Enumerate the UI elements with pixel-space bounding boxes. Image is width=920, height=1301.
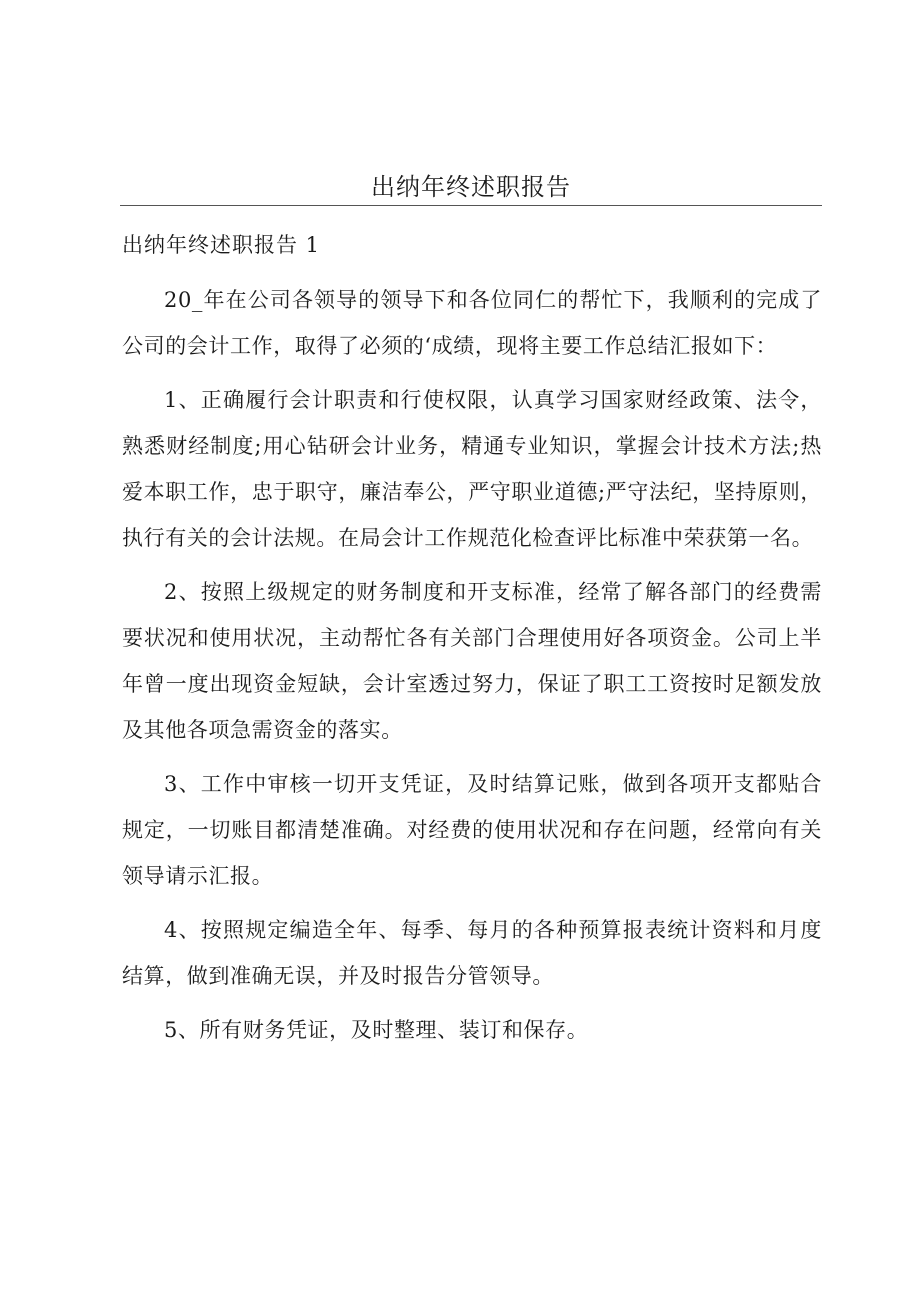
paragraph-item-3: 3、工作中审核一切开支凭证，及时结算记账，做到各项开支都贴合规定，一切账目都清楚准确。对经费的使用状况和存在问题，经常向有关领导请示汇报。: [122, 772, 822, 888]
paragraph-item-1: 1、正确履行会计职责和行使权限，认真学习国家财经政策、法令，熟悉财经制度;用心钻研会计业务，精通专业知识，掌握会计技术方法;热爱本职工作，忠于职守，廉洁奉公，严守职业道德;严守法纪，坚持原则，执行有关的会计法规。在局会计工作规范化检查评比标准中荣获第一名。: [122, 388, 822, 550]
section-heading: 出纳年终述职报告 1: [122, 233, 321, 257]
paragraph-item-5: 5、所有财务凭证，及时整理、装订和保存。: [164, 1018, 589, 1042]
document-title: 出纳年终述职报告: [371, 173, 571, 201]
paragraph-item-4: 4、按照规定编造全年、每季、每月的各种预算报表统计资料和月度结算，做到准确无误，并及时报告分管领导。: [122, 918, 822, 988]
document-body: [122, 277, 822, 1053]
paragraph-item-2: 2、按照上级规定的财务制度和开支标准，经常了解各部门的经费需要状况和使用状况，主动帮忙各有关部门合理使用好各项资金。公司上半年曾一度出现资金短缺，会计室透过努力，保证了职工工资按时足额发放及其他各项急需资金的落实。: [122, 580, 822, 742]
paragraph-intro: 20_年在公司各领导的领导下和各位同仁的帮忙下，我顺利的完成了公司的会计工作，取得了必须的‘成绩，现将主要工作总结汇报如下：: [122, 288, 822, 358]
title-underline-divider: [120, 205, 822, 206]
